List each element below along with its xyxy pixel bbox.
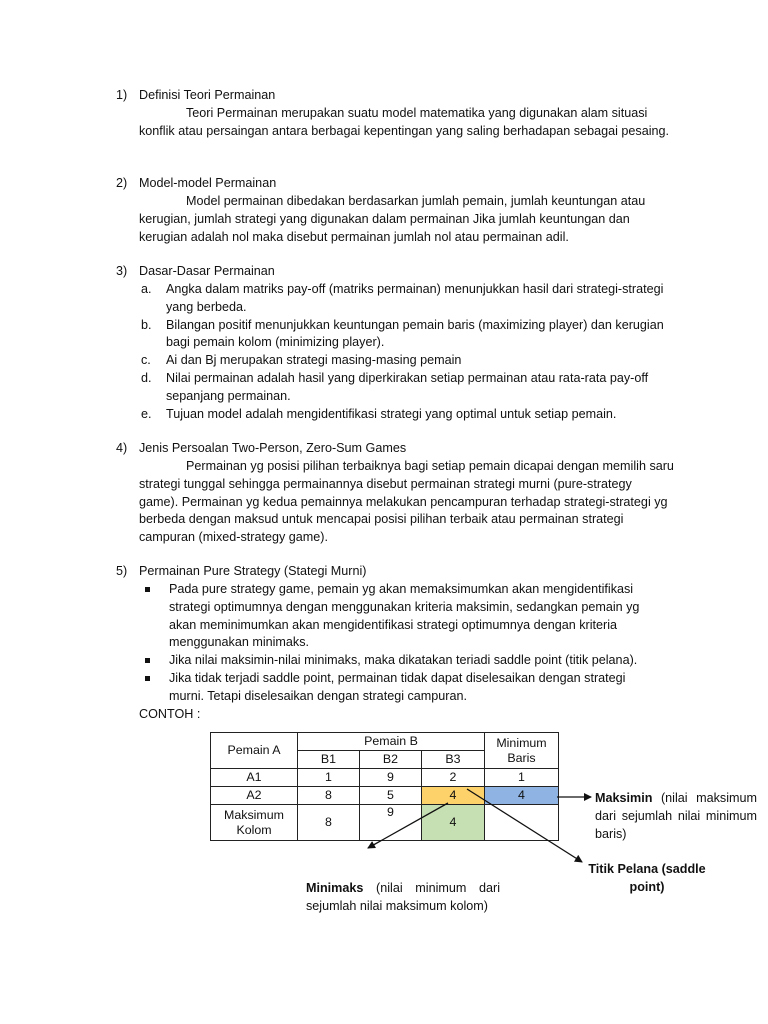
list-item: Pada pure strategy game, pemain yg akan memaksimumkan akan mengidentifikasi strategi optimumnya dengan menggunakan kriteria maksimin, sedangkan pemain yg akan meminimumkan akan mengidentifikasi strategi optimumnya dengan kriteria menggunakan minimaks.: [142, 581, 652, 652]
section-body: Teori Permainan merupakan suatu model matematika yang digunakan alam situasi konflik atau persaingan antara berbagai kepentingan yang saling berhadapan sebagai pesaing.: [139, 106, 670, 138]
section-title: Definisi Teori Permainan: [139, 88, 276, 102]
pemain-b-header: Pemain B: [298, 733, 485, 751]
minimaks-note: Minimaks (nilai minimum dari sejumlah nilai maksimum kolom): [306, 881, 500, 913]
contoh-label: CONTOH :: [139, 707, 201, 721]
maksimin-cell: 4: [485, 787, 559, 805]
list-item: Jika nilai maksimin-nilai minimaks, maka dikatakan teriadi saddle point (titik pelana).: [142, 652, 652, 670]
maksimum-kolom-label: Maksimum Kolom: [211, 805, 298, 841]
list-item: b. Bilangan positif menunjukkan keuntungan pemain baris (maximizing player) dan kerugian bagi pemain kolom (minimizing player).: [141, 317, 664, 350]
list-item: d. Nilai permainan adalah hasil yang diperkirakan setiap permainan atau rata-rata pay-off sepanjang permainan.: [141, 370, 649, 403]
section-number: 2): [116, 176, 128, 190]
table-cell: 2: [422, 769, 485, 787]
table-cell: 9: [360, 805, 422, 841]
table-cell: 5: [360, 787, 422, 805]
minimaks-cell: 4: [422, 805, 485, 841]
pemain-a-header: Pemain A: [211, 733, 298, 769]
section-title: Dasar-Dasar Permainan: [139, 264, 275, 278]
section-number: 5): [116, 564, 128, 578]
maksimin-note: Maksimin (nilai maksimum dari sejumlah nilai minimum baris): [595, 791, 757, 841]
titik-pelana-note: Titik Pelana (saddle point): [588, 862, 706, 894]
section-title: Permainan Pure Strategy (Stategi Murni): [139, 564, 367, 578]
section-number: 4): [116, 441, 128, 455]
col-header: B2: [360, 751, 422, 769]
table-cell: 9: [360, 769, 422, 787]
saddle-point-arrow-icon: [467, 789, 582, 862]
section-body: Permainan yg posisi pilihan terbaiknya bagi setiap pemain dicapai dengan memilih saru strategi tunggal sehingga permainannya disebut permainan strategi murni (pure-strategy game). Permainan yg kedua pemainnya melakukan pencampuran terhadap strategi-strategi yg berbeda dengan maksud untuk mencapai posisi pilihan terbaik atau permainan strategi campuran (mixed-strategy game).: [139, 459, 674, 545]
list-item: c. Ai dan Bj merupakan strategi masing-masing pemain: [141, 353, 462, 368]
col-header: B3: [422, 751, 485, 769]
row-label: A1: [211, 769, 298, 787]
section-title: Model-model Permainan: [139, 176, 277, 190]
row-min-cell: 1: [485, 769, 559, 787]
section-number: 1): [116, 88, 128, 102]
saddle-point-cell: 4: [422, 787, 485, 805]
minimaks-arrow-icon: [368, 803, 448, 848]
table-cell: 8: [298, 805, 360, 841]
table-cell: 1: [298, 769, 360, 787]
list-item: Jika tidak terjadi saddle point, permainan tidak dapat diselesaikan dengan strategi murni. Tetapi diselesaikan dengan strategi campuran.: [142, 670, 652, 706]
col-header: B1: [298, 751, 360, 769]
section-title: Jenis Persoalan Two-Person, Zero-Sum Games: [139, 441, 407, 455]
list-item: a. Angka dalam matriks pay-off (matriks permainan) menunjukkan hasil dari strategi-strategi yang berbeda.: [141, 282, 664, 314]
section-body: Model permainan dibedakan berdasarkan jumlah pemain, jumlah keuntungan atau kerugian, jumlah strategi yang digunakan dalam permainan Jika jumlah keuntungan dan kerugian adalah nol maka disebut permainan jumlah nol atau permainan adil.: [139, 194, 646, 244]
row-label: A2: [211, 787, 298, 805]
section-number: 3): [116, 264, 128, 278]
list-item: e. Tujuan model adalah mengidentifikasi strategi yang optimal untuk setiap pemain.: [141, 406, 617, 421]
minimum-baris-header: Minimum Baris: [485, 733, 559, 769]
table-cell: 8: [298, 787, 360, 805]
